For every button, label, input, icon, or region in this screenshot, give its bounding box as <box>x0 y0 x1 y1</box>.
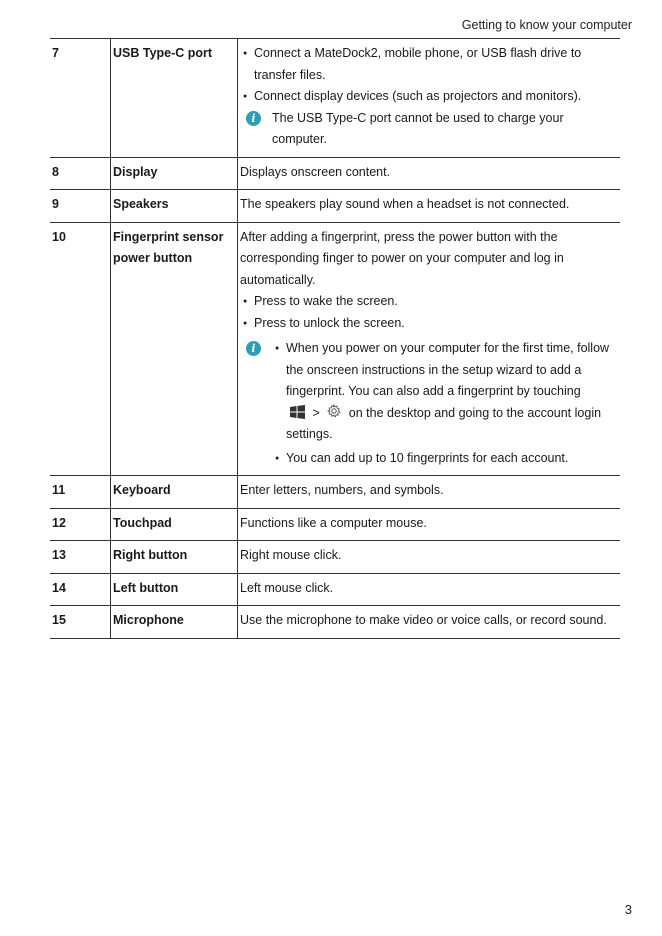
row-number: 10 <box>50 222 111 476</box>
page-number: 3 <box>624 902 632 917</box>
windows-start-icon <box>290 405 305 419</box>
component-name: Speakers <box>111 190 238 223</box>
note <box>240 108 618 151</box>
info-icon: i <box>246 111 261 126</box>
component-name: Microphone <box>111 606 238 639</box>
component-description <box>238 222 621 476</box>
component-description: Left mouse click. <box>238 573 621 606</box>
list-item: ● Press to unlock the screen. <box>240 313 618 335</box>
component-name: Keyboard <box>111 476 238 509</box>
component-description: Functions like a computer mouse. <box>238 508 621 541</box>
row-number: 12 <box>50 508 111 541</box>
list-item: ● Press to wake the screen. <box>240 291 618 313</box>
row-number: 13 <box>50 541 111 574</box>
note-text: The USB Type-C port cannot be used to charge your computer. <box>272 110 564 146</box>
description-text: After adding a fingerprint, press the power button with the corresponding finger to power on your computer and log in automatically. <box>240 229 564 287</box>
table-row <box>50 541 620 574</box>
table-row <box>50 39 620 158</box>
table-row <box>50 508 620 541</box>
row-number: 15 <box>50 606 111 639</box>
page-header: Getting to know your computer <box>461 18 632 32</box>
component-name: Touchpad <box>111 508 238 541</box>
component-description: Displays onscreen content. <box>238 157 621 190</box>
row-number: 9 <box>50 190 111 223</box>
component-name: USB Type-C port <box>111 39 238 158</box>
table-row <box>50 573 620 606</box>
component-description: Right mouse click. <box>238 541 621 574</box>
row-number: 14 <box>50 573 111 606</box>
component-table <box>50 38 620 639</box>
note-item: ● You can add up to 10 fingerprints for each account. <box>272 448 618 470</box>
table-row <box>50 222 620 476</box>
row-number: 7 <box>50 39 111 158</box>
settings-gear-icon <box>327 404 341 418</box>
component-name: Left button <box>111 573 238 606</box>
note <box>240 338 618 469</box>
info-icon: i <box>246 341 261 356</box>
table-row <box>50 476 620 509</box>
component-description: Enter letters, numbers, and symbols. <box>238 476 621 509</box>
component-description <box>238 39 621 158</box>
note-item: ● When you power on your computer for the first time, follow the onscreen instructions in the setup wizard to add a fingerprint. You can also add a fingerprint by touching > on the desktop and going to the account login settings. <box>272 338 618 446</box>
component-description: The speakers play sound when a headset is not connected. <box>238 190 621 223</box>
component-name: Display <box>111 157 238 190</box>
row-number: 11 <box>50 476 111 509</box>
list-item: ● Connect display devices (such as projectors and monitors). <box>240 86 618 108</box>
row-number: 8 <box>50 157 111 190</box>
component-description: Use the microphone to make video or voice calls, or record sound. <box>238 606 621 639</box>
list-item: ● Connect a MateDock2, mobile phone, or USB flash drive to transfer files. <box>240 43 618 86</box>
component-name: Fingerprint sensor power button <box>111 222 238 476</box>
table-row <box>50 190 620 223</box>
table-row <box>50 606 620 639</box>
table-row <box>50 157 620 190</box>
component-name: Right button <box>111 541 238 574</box>
